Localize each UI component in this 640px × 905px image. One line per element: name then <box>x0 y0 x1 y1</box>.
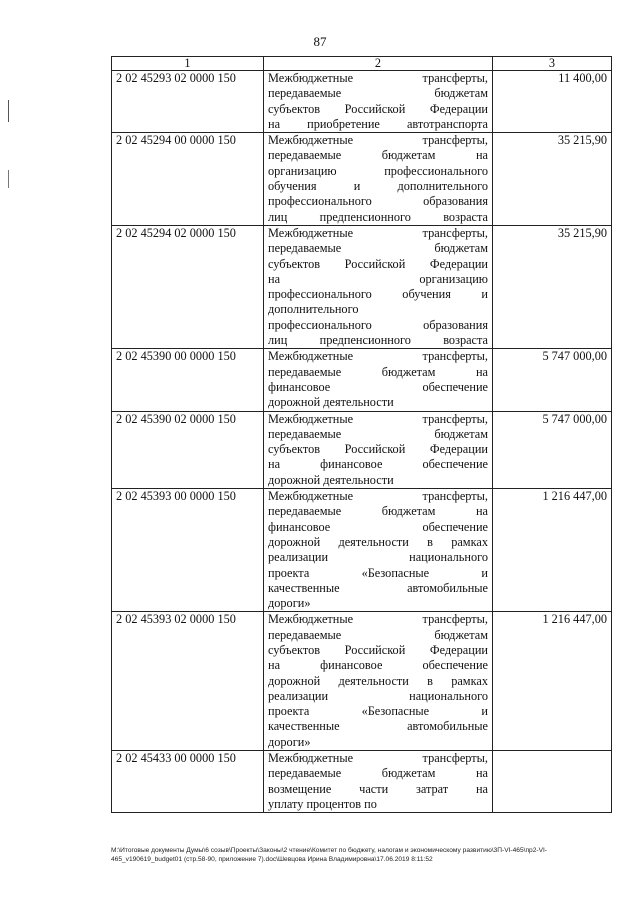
description-line: передаваемые бюджетам на <box>268 148 488 163</box>
page-number: 87 <box>313 34 327 49</box>
description-line: дороги» <box>268 734 311 749</box>
description-line: Межбюджетные трансферты, <box>268 411 488 426</box>
budget-code-cell: 2 02 45393 02 0000 150 <box>112 612 264 751</box>
description-cell <box>264 349 493 411</box>
table-row <box>112 751 612 813</box>
description-line: Межбюджетные трансферты, <box>268 133 488 148</box>
description-line: профессионального обучения и <box>268 287 488 302</box>
description-line: реализации национального <box>268 550 488 565</box>
description-line: передаваемые бюджетам <box>268 627 488 642</box>
description-line: на организацию <box>268 271 488 286</box>
budget-code-cell: 2 02 45293 02 0000 150 <box>112 71 264 133</box>
footer-line: 465_v190619_budget01 (стр.58-90, приложение 7).doc\Шевцова Ирина Владимировна\17.06.2019 8:11:52 <box>111 856 433 863</box>
table-header-row <box>112 57 612 71</box>
description-line: качественные автомобильные <box>268 580 488 595</box>
budget-code-cell: 2 02 45393 00 0000 150 <box>112 489 264 612</box>
column-header: 1 <box>112 57 264 71</box>
table-row <box>112 71 612 133</box>
amount-cell: 35 215,90 <box>493 133 612 226</box>
budget-code-cell: 2 02 45390 02 0000 150 <box>112 411 264 488</box>
description-line: субъектов Российской Федерации <box>268 642 488 657</box>
table-row <box>112 612 612 751</box>
amount-cell: 1 216 447,00 <box>493 612 612 751</box>
description-line: Межбюджетные трансферты, <box>268 225 488 240</box>
description-line: дороги» <box>268 596 311 611</box>
description-line: субъектов Российской Федерации <box>268 256 488 271</box>
description-line: организацию профессионального <box>268 163 488 178</box>
description-cell <box>264 489 493 612</box>
column-header: 3 <box>493 57 612 71</box>
description-cell <box>264 71 493 133</box>
table-row <box>112 349 612 411</box>
amount-cell: 5 747 000,00 <box>493 411 612 488</box>
description-line: финансовое обеспечение <box>268 379 488 394</box>
table-row <box>112 489 612 612</box>
description-line: лиц предпенсионного возраста <box>268 333 488 348</box>
description-line: передаваемые бюджетам на <box>268 364 488 379</box>
description-cell <box>264 225 493 348</box>
description-line: финансовое обеспечение <box>268 519 488 534</box>
amount-cell: 1 216 447,00 <box>493 489 612 612</box>
description-line: лиц предпенсионного возраста <box>268 209 488 224</box>
description-line: Межбюджетные трансферты, <box>268 349 488 364</box>
description-line: дорожной деятельности в рамках <box>268 534 488 549</box>
budget-table <box>111 56 612 813</box>
description-line: Межбюджетные трансферты, <box>268 489 488 504</box>
description-line: субъектов Российской Федерации <box>268 442 488 457</box>
description-line: обучения и дополнительного <box>268 179 488 194</box>
description-line: профессионального образования <box>268 317 488 332</box>
amount-cell: 35 215,90 <box>493 225 612 348</box>
amount-cell: 11 400,00 <box>493 71 612 133</box>
description-line: передаваемые бюджетам на <box>268 766 488 781</box>
description-line: передаваемые бюджетам на <box>268 504 488 519</box>
description-line: дополнительного <box>268 302 359 317</box>
description-line: субъектов Российской Федерации <box>268 101 488 116</box>
budget-code-cell: 2 02 45390 00 0000 150 <box>112 349 264 411</box>
description-line: на финансовое обеспечение <box>268 457 488 472</box>
description-line: реализации национального <box>268 688 488 703</box>
description-line: передаваемые бюджетам <box>268 86 488 101</box>
description-line: дорожной деятельности <box>268 395 394 410</box>
description-line: Межбюджетные трансферты, <box>268 751 488 766</box>
description-cell <box>264 411 493 488</box>
description-cell <box>264 612 493 751</box>
description-cell <box>264 751 493 813</box>
description-line: на финансовое обеспечение <box>268 658 488 673</box>
table-row <box>112 411 612 488</box>
amount-cell: 5 747 000,00 <box>493 349 612 411</box>
description-line: проекта «Безопасные и <box>268 565 488 580</box>
column-header: 2 <box>264 57 493 71</box>
description-line: возмещение части затрат на <box>268 781 488 796</box>
footer-line: M:\Итоговые документы Думы\6 созыв\Проекты\Законы\2 чтение\Комитет по бюджету, налогам и экономическому развитию\3П-VI-465\пр2-VI- <box>111 847 547 854</box>
description-line: профессионального образования <box>268 194 488 209</box>
description-line: качественные автомобильные <box>268 719 488 734</box>
budget-code-cell: 2 02 45294 02 0000 150 <box>112 225 264 348</box>
description-line: уплату процентов по <box>268 796 377 811</box>
description-line: дорожной деятельности в рамках <box>268 673 488 688</box>
margin-mark <box>8 100 9 122</box>
file-path-footer <box>111 846 616 864</box>
description-line: на приобретение автотранспорта <box>268 116 488 131</box>
budget-code-cell: 2 02 45294 00 0000 150 <box>112 133 264 226</box>
budget-code-cell: 2 02 45433 00 0000 150 <box>112 751 264 813</box>
amount-cell <box>493 751 612 813</box>
description-line: проекта «Безопасные и <box>268 704 488 719</box>
table-row <box>112 133 612 226</box>
margin-mark <box>8 170 9 188</box>
description-cell <box>264 133 493 226</box>
description-line: Межбюджетные трансферты, <box>268 71 488 85</box>
table-row <box>112 225 612 348</box>
description-line: дорожной деятельности <box>268 472 394 487</box>
description-line: передаваемые бюджетам <box>268 426 488 441</box>
description-line: передаваемые бюджетам <box>268 241 488 256</box>
description-line: Межбюджетные трансферты, <box>268 612 488 627</box>
